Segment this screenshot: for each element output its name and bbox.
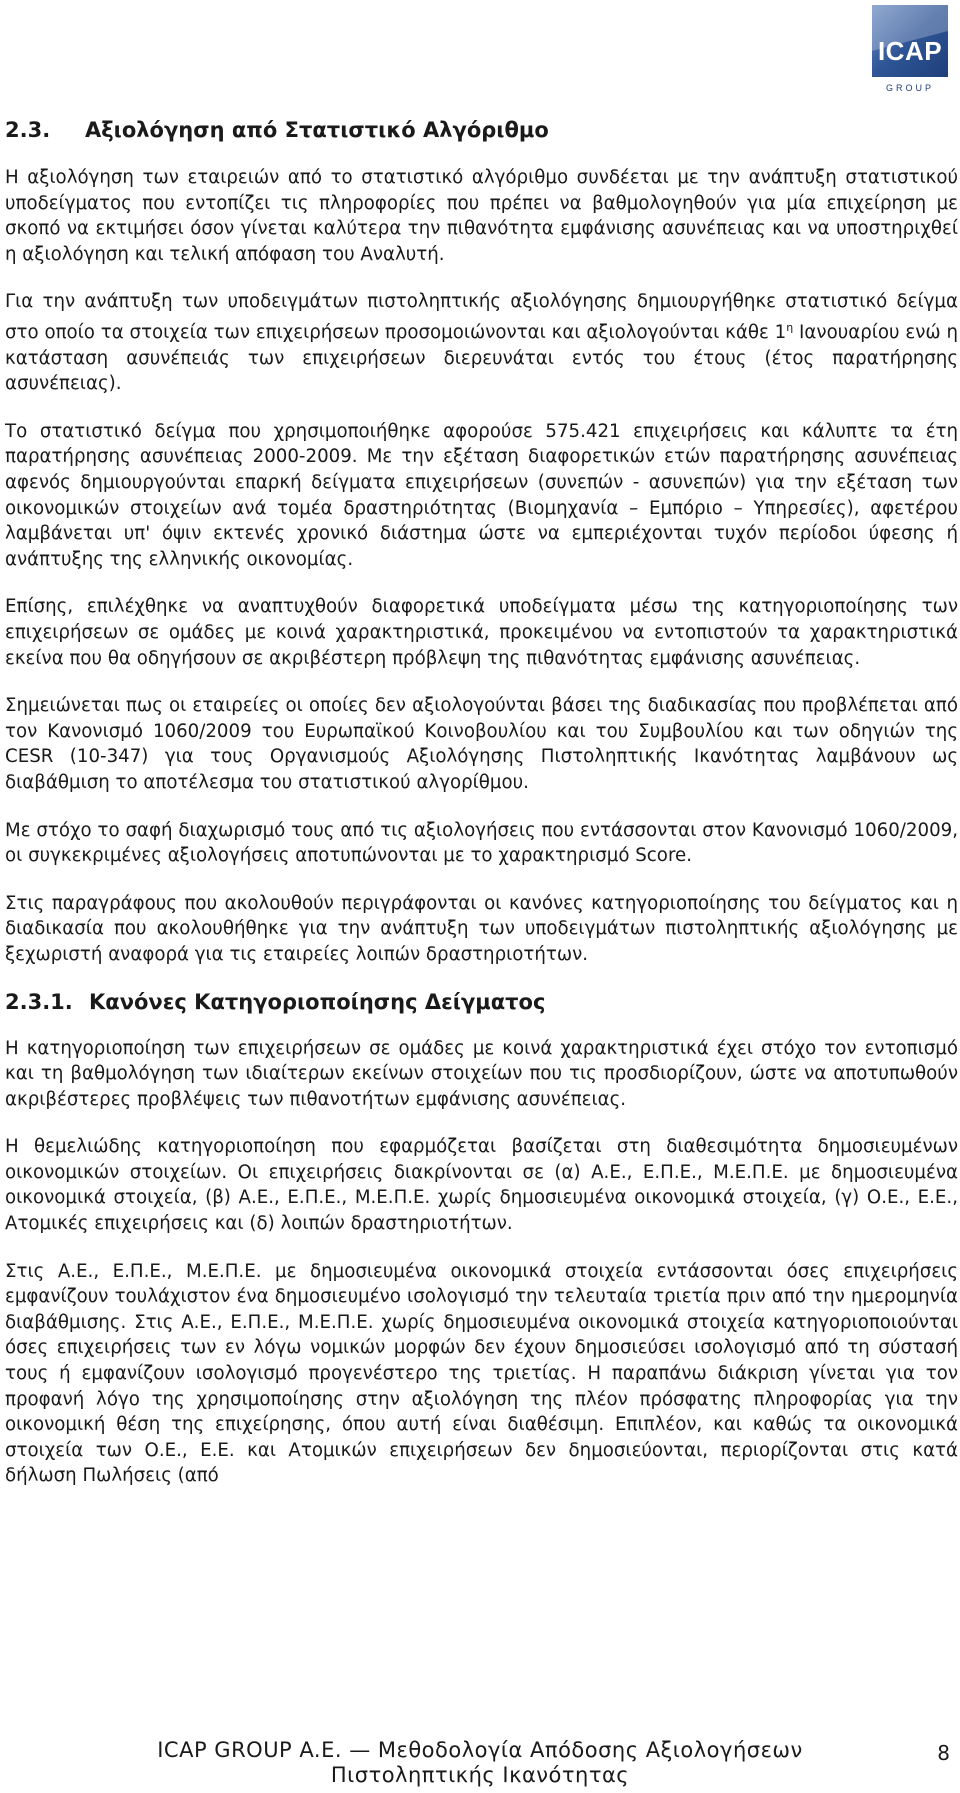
sub-paragraph-3: Στις Α.Ε., Ε.Π.Ε., Μ.Ε.Π.Ε. με δημοσιευμένα οικονομικά στοιχεία εντάσσονται όσες επιχειρήσεις εμφανίζουν τουλάχιστον ένα δημοσιευμένο ισολογισμό την τελευταία τριετία πριν από την ημερομηνία διαβάθμισης. Στις Α.Ε., Ε.Π.Ε., Μ.Ε.Π.Ε. χωρίς δημοσιευμένα οικονομικά στοιχεία κατηγοριοποιούνται όσες επιχειρήσεις των εν λόγω νομικών μορφών δεν έχουν δημοσιεύσει ισολογισμό από τη σύστασή τους ή εμφανίζουν ισολογισμό προγενέστερο της τριετίας. Η παραπάνω διάκριση γίνεται για τον προφανή λόγο της χρησιμοποίησης στην αξιολόγηση της πλέον πρόσφατης πληροφορίας για την οικονομική θέση της επιχείρησης, όπου αυτή είναι διαθέσιμη. Επιπλέον, και καθώς τα οικονομικά στοιχεία των Ο.Ε., Ε.Ε. και Ατομικών επιχειρήσεων δεν δημοσιεύονται, περιορίζονται στις κατά δήλωση Πωλήσεις (από	[5, 1260, 958, 1487]
section-heading	[5, 118, 958, 142]
section-title: Αξιολόγηση από Στατιστικό Αλγόριθμο	[85, 118, 549, 142]
paragraph-4: Επίσης, επιλέχθηκε να αναπτυχθούν διαφορετικά υποδείγματα μέσω της κατηγοριοποίησης των επιχειρήσεων σε ομάδες με κοινά χαρακτηριστικά, προκειμένου να εντοπιστούν τα χαρακτηριστικά εκείνα που θα οδηγήσουν σε ακριβέστερη πρόβλεψη της πιθανότητας εμφάνισης ασυνέπειας.	[5, 596, 958, 669]
page-number: 8	[937, 1741, 950, 1765]
footer-title-line-2: Πιστοληπτικής Ικανότητας	[330, 1763, 630, 1787]
svg-text:GROUP: GROUP	[885, 83, 935, 93]
paragraph-5: Σημειώνεται πως οι εταιρείες οι οποίες δεν αξιολογούνται βάσει της διαδικασίας που προβλέπεται από τον Κανονισμό 1060/2009 του Ευρωπαϊκού Κοινοβουλίου και του Συμβουλίου και των οδηγιών της CESR (10-347) για τους Οργανισμούς Αξιολόγησης Πιστοληπτικής Ικανότητας λαμβάνουν ως διαβάθμιση το αποτέλεσμα του στατιστικού αλγορίθμου.	[5, 695, 958, 793]
subsection-number: 2.3.1.	[5, 989, 73, 1014]
page-footer	[0, 1738, 960, 1790]
paragraph-6: Με στόχο το σαφή διαχωρισμό τους από τις αξιολογήσεις που εντάσσονται στον Κανονισμό 1060/2009, οι συγκεκριμένες αξιολογήσεις αποτυπώνονται με το χαρακτηρισμό Score.	[5, 819, 958, 867]
subsection-heading	[5, 990, 958, 1014]
paragraph-3: Το στατιστικό δείγμα που χρησιμοποιήθηκε αφορούσε 575.421 επιχειρήσεις και κάλυπτε τα έτη παρατήρησης ασυνέπειας 2000-2009. Με την εξέταση διαφορετικών ετών παρατήρησης ασυνέπειας αφενός δημιουργούνται επαρκή δείγματα επιχειρήσεων (συνεπών - ασυνεπών) για την εξέταση των οικονομικών στοιχείων ανά τομέα δραστηριότητας (Βιομηχανία – Εμπόριο – Υπηρεσίες), αφετέρου λαμβάνεται υπ' όψιν εκτενές χρονικό διάστημα ώστε να εμπεριέχονται τυχόν περίοδοι ύφεσης ή ανάπτυξης της ελληνικής οικονομίας.	[5, 420, 958, 570]
paragraph-2: Για την ανάπτυξη των υποδειγμάτων πιστοληπτικής αξιολόγησης δημιουργήθηκε στατιστικό δείγμα στο οποίο τα στοιχεία των επιχειρήσεων προσομοιώνονται και αξιολογούνται κάθε $1^\eta$ Ιανουαρίου ενώ η κατάσταση ασυνέπειάς των επιχειρήσεων διερευνάται εντός του έτους (έτος παρατήρησης ασυνέπειας).	[5, 291, 958, 395]
svg-text:ICAP: ICAP	[877, 36, 943, 66]
subsection-title: Κανόνες Κατηγοριοποίησης Δείγματος	[89, 989, 546, 1014]
section-number: 2.3.	[5, 118, 51, 142]
icap-group-logo	[872, 5, 948, 95]
footer-title	[0, 1738, 960, 1788]
paragraph-1: Η αξιολόγηση των εταιρειών από το στατιστικό αλγόριθμο συνδέεται με την ανάπτυξη στατιστικού υποδείγματος που εντοπίζει τις πληροφορίες που πρέπει να βαθμολογηθούν για μία επιχείρηση με σκοπό να εκτιμήσει όσον γίνεται καλύτερα την πιθανότητα εμφάνισης ασυνέπειας και να υποστηριχθεί η αξιολόγηση και τελική απόφαση του Αναλυτή.	[5, 167, 958, 265]
document-body	[5, 118, 958, 1511]
sub-paragraph-1: Η κατηγοριοποίηση των επιχειρήσεων σε ομάδες με κοινά χαρακτηριστικά έχει στόχο τον εντοπισμό και τη βαθμολόγηση των ιδιαίτερων εκείνων στοιχείων που τις προσδιορίζουν, ώστε να αποτυπωθούν ακριβέστερες προβλέψεις των πιθανοτήτων εμφάνισης ασυνέπειας.	[5, 1037, 958, 1110]
sub-paragraph-2: Η θεμελιώδης κατηγοριοποίηση που εφαρμόζεται βασίζεται στη διαθεσιμότητα δημοσιευμένων οικονομικών στοιχείων. Οι επιχειρήσεις διακρίνονται σε (α) Α.Ε., Ε.Π.Ε., Μ.Ε.Π.Ε. με δημοσιευμένα οικονομικά στοιχεία, (β) Α.Ε., Ε.Π.Ε., Μ.Ε.Π.Ε. χωρίς δημοσιευμένα οικονομικά στοιχεία, (γ) Ο.Ε., Ε.Ε., Ατομικές επιχειρήσεις και (δ) λοιπών δραστηριοτήτων.	[5, 1136, 958, 1235]
paragraph-7: Στις παραγράφους που ακολουθούν περιγράφονται οι κανόνες κατηγοριοποίησης του δείγματος και η διαδικασία που ακολουθήθηκε για την ανάπτυξη των υποδειγμάτων πιστοληπτικής αξιολόγησης με ξεχωριστή αναφορά για τις εταιρείες λοιπών δραστηριοτήτων.	[5, 892, 958, 965]
footer-title-line-1: ICAP GROUP A.E. — Μεθοδολογία Απόδοσης Αξιολογήσεων	[157, 1738, 803, 1762]
